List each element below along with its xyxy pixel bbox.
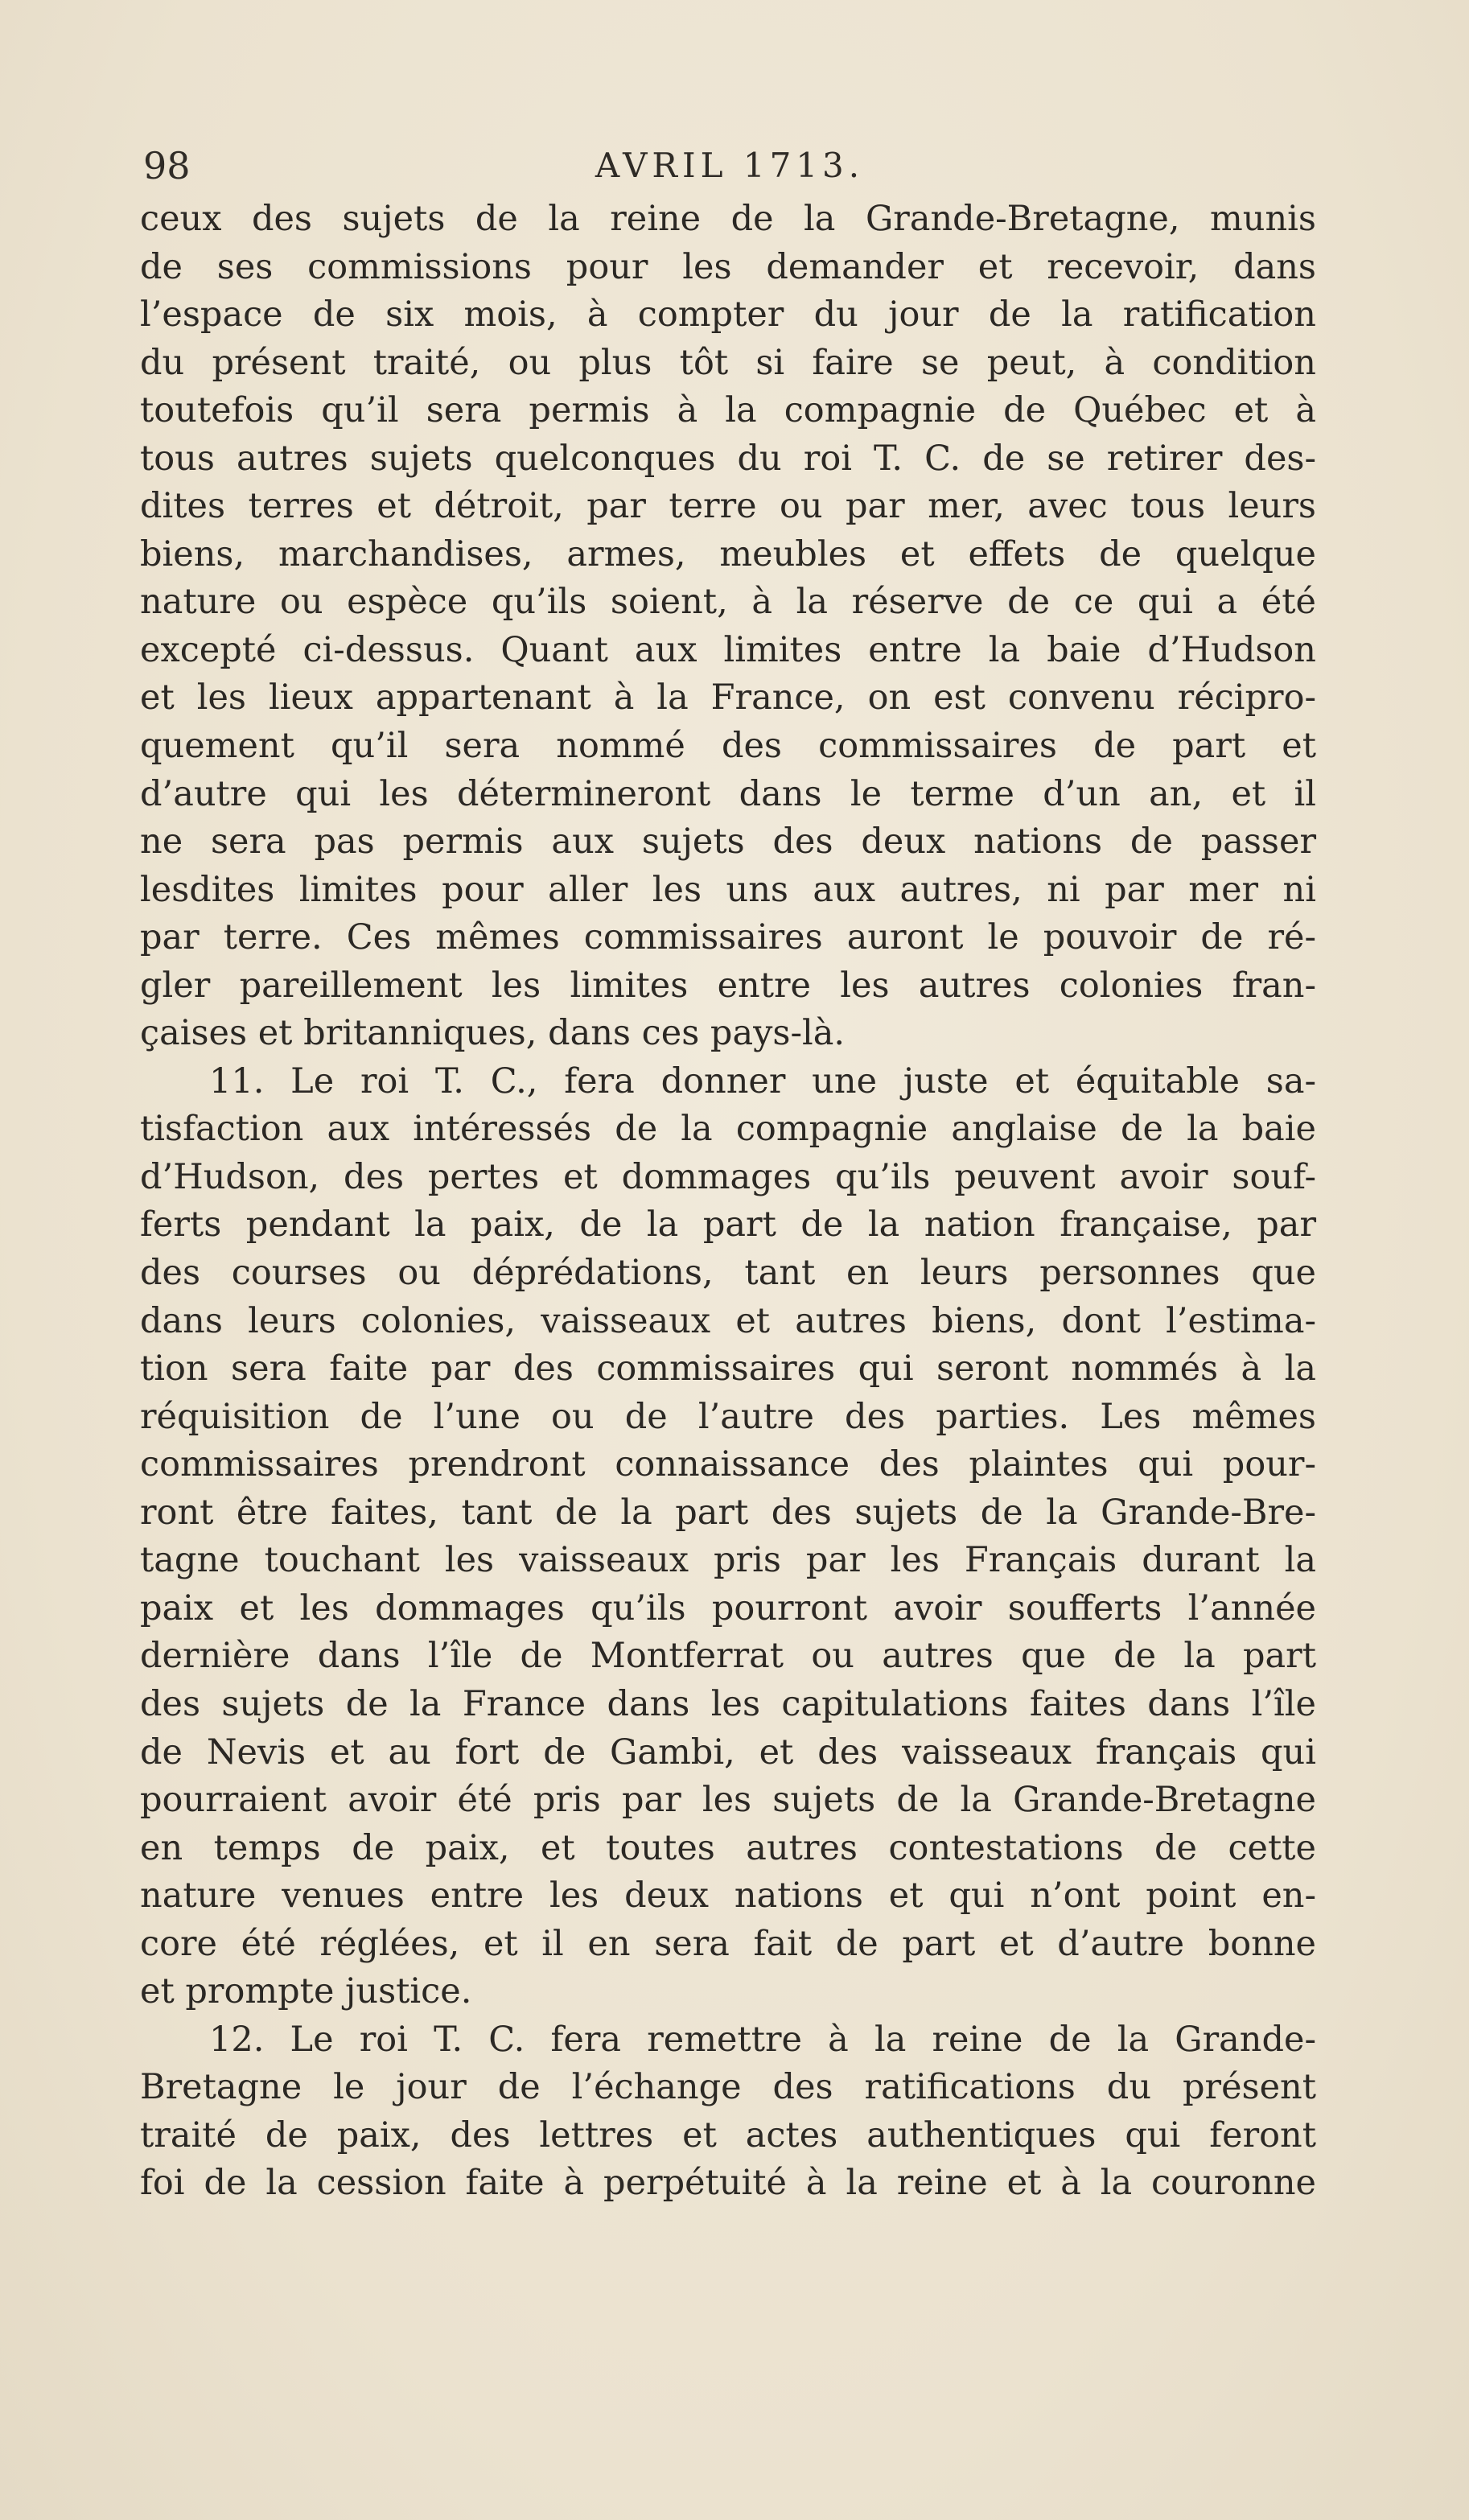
text-line: pourraient avoir été pris par les sujets de la Grande-Bretagne <box>140 1780 1316 1821</box>
text-line: dernière dans l’île de Montferrat ou autres que de la part <box>140 1636 1316 1677</box>
text-line: nature venues entre les deux nations et qui n’ont point en- <box>140 1876 1316 1917</box>
text-line: l’espace de six mois, à compter du jour de la ratification <box>140 294 1316 336</box>
text-line: ront être faites, tant de la part des sujets de la Grande-Bre- <box>140 1492 1316 1533</box>
text-line: tion sera faite par des commissaires qui seront nommés à la <box>140 1349 1316 1390</box>
text-line: de Nevis et au fort de Gambi, et des vaisseaux français qui <box>140 1731 1316 1773</box>
page-number: 98 <box>143 144 191 187</box>
text-line: ferts pendant la paix, de la part de la nation française, par <box>140 1204 1316 1246</box>
running-head: AVRIL 1713. <box>595 146 865 185</box>
article-12-start: 12. Le roi T. C. fera remettre à la reine de la Grande- <box>209 2019 1316 2060</box>
text-line: dites terres et détroit, par terre ou par mer, avec tous leurs <box>140 486 1316 527</box>
text-line: d’autre qui les détermineront dans le terme d’un an, et il <box>140 773 1316 814</box>
text-line: quement qu’il sera nommé des commissaires de part et <box>140 726 1316 767</box>
body-text <box>140 196 1316 2208</box>
article-11-start: 11. Le roi T. C., fera donner une juste et équitable sa- <box>209 1060 1316 1101</box>
text-line: en temps de paix, et toutes autres contestations de cette <box>140 1827 1316 1868</box>
text-line: des courses ou déprédations, tant en leurs personnes que <box>140 1253 1316 1294</box>
text-line: nature ou espèce qu’ils soient, à la réserve de ce qui a été <box>140 582 1316 623</box>
text-line: d’Hudson, des pertes et dommages qu’ils peuvent avoir souf- <box>140 1156 1316 1197</box>
text-line: et les lieux appartenant à la France, on est convenu récipro- <box>140 677 1316 719</box>
text-line: traité de paix, des lettres et actes authentiques qui feront <box>140 2114 1316 2156</box>
text-line: par terre. Ces mêmes commissaires auront le pouvoir de ré- <box>140 917 1316 958</box>
text-line: çaises et britanniques, dans ces pays-là. <box>140 1013 846 1054</box>
text-line: du présent traité, ou plus tôt si faire se peut, à condition <box>140 342 1316 383</box>
text-line: commissaires prendront connaissance des plaintes qui pour- <box>140 1444 1316 1485</box>
text-line: ceux des sujets de la reine de la Grande-Bretagne, munis <box>140 199 1316 239</box>
text-line: ne sera pas permis aux sujets des deux nations de passer <box>140 821 1316 863</box>
text-line: core été réglées, et il en sera fait de part et d’autre bonne <box>140 1923 1316 1964</box>
text-line: des sujets de la France dans les capitulations faites dans l’île <box>140 1683 1316 1724</box>
text-line: toutefois qu’il sera permis à la compagnie de Québec et à <box>140 390 1316 431</box>
text-line: et prompte justice. <box>140 1971 472 2012</box>
page-header <box>138 142 1321 190</box>
text-line: foi de la cession faite à perpétuité à la reine et à la couronne <box>140 2163 1316 2204</box>
text-line: tisfaction aux intéressés de la compagnie anglaise de la baie <box>140 1109 1316 1150</box>
text-line: gler pareillement les limites entre les autres colonies fran- <box>140 965 1316 1006</box>
text-line: tous autres sujets quelconques du roi T. C. de se retirer des- <box>140 438 1316 479</box>
text-line: biens, marchandises, armes, meubles et effets de quelque <box>140 533 1316 574</box>
text-line: tagne touchant les vaisseaux pris par les Français durant la <box>140 1540 1316 1581</box>
text-line: dans leurs colonies, vaisseaux et autres biens, dont l’estima- <box>140 1300 1316 1341</box>
text-line: réquisition de l’une ou de l’autre des parties. Les mêmes <box>140 1396 1316 1437</box>
text-line: excepté ci-dessus. Quant aux limites entre la baie d’Hudson <box>140 629 1316 670</box>
text-line: lesdites limites pour aller les uns aux autres, ni par mer ni <box>140 869 1316 910</box>
text-line: de ses commissions pour les demander et recevoir, dans <box>140 246 1316 287</box>
text-line: Bretagne le jour de l’échange des ratifications du présent <box>140 2067 1316 2108</box>
text-line: paix et les dommages qu’ils pourront avoir soufferts l’année <box>140 1587 1316 1629</box>
